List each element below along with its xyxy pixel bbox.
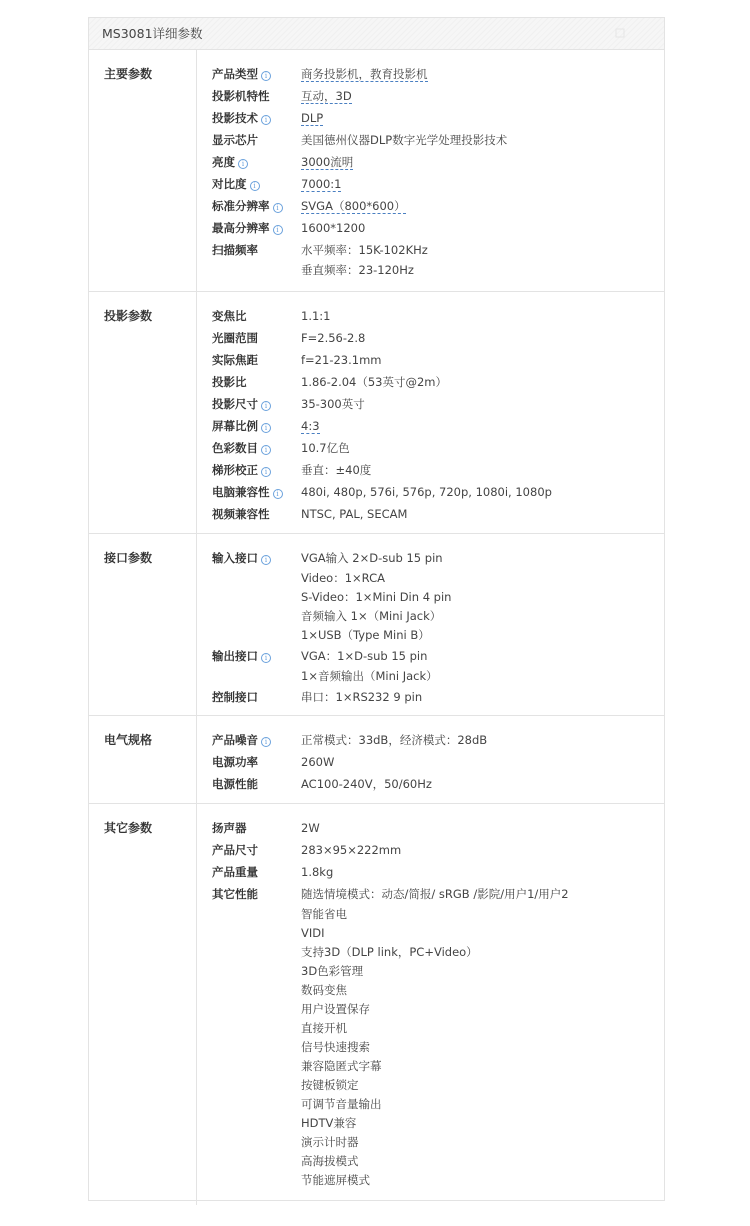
section-title: 主要参数	[89, 50, 197, 291]
spec-key: 亮度 i	[197, 151, 301, 173]
spec-value: 正常模式：33dB，经济模式：28dB	[301, 733, 488, 747]
spec-key: 控制接口	[212, 690, 258, 704]
info-icon[interactable]: i	[273, 203, 283, 213]
spec-key: 光圈范围	[212, 331, 258, 345]
spec-row	[197, 349, 664, 371]
spec-row	[197, 371, 664, 393]
spec-key: 标准分辨率 i	[197, 195, 301, 217]
info-icon[interactable]: i	[261, 653, 271, 663]
info-icon[interactable]: i	[261, 401, 271, 411]
spec-row	[197, 415, 664, 437]
spec-row	[197, 839, 664, 861]
info-icon[interactable]: i	[273, 489, 283, 499]
spec-row	[197, 85, 664, 107]
spec-value: 283×95×222mm	[301, 843, 402, 857]
spec-row	[197, 481, 664, 503]
spec-key: 产品尺寸	[212, 843, 258, 857]
spec-value: 垂直：±40度	[301, 463, 372, 477]
section-interface-params	[89, 534, 664, 716]
spec-row	[197, 151, 664, 173]
spec-value: 480i, 480p, 576i, 576p, 720p, 1080i, 1080p	[301, 485, 552, 499]
spec-key: 显示芯片	[212, 133, 258, 147]
info-icon[interactable]: i	[261, 423, 271, 433]
spec-value[interactable]: 3000流明	[301, 155, 354, 169]
spec-value[interactable]: DLP	[301, 111, 324, 125]
spec-value: 水平频率：15K-102KHz 垂直频率：23-120Hz	[301, 243, 428, 277]
spec-row	[197, 129, 664, 151]
section-title: 投影参数	[89, 292, 197, 533]
spec-row	[197, 459, 664, 481]
spec-row	[197, 393, 664, 415]
spec-value: f=21-23.1mm	[301, 353, 382, 367]
spec-row	[197, 773, 664, 795]
spec-row	[197, 327, 664, 349]
spec-key: 色彩数目 i	[197, 437, 301, 459]
info-icon[interactable]: i	[261, 115, 271, 125]
spec-value: 1.1:1	[301, 309, 331, 323]
section-title: 电气规格	[89, 716, 197, 803]
info-icon[interactable]: i	[238, 159, 248, 169]
spec-value: 35-300英寸	[301, 397, 365, 411]
spec-key: 对比度 i	[197, 173, 301, 195]
spec-key: 扬声器	[212, 821, 247, 835]
spec-key: 输出接口 i	[197, 645, 301, 686]
spec-key: 投影技术 i	[197, 107, 301, 129]
spec-key: 产品类型 i	[197, 63, 301, 85]
spec-key: 产品重量	[212, 865, 258, 879]
spec-key: 变焦比	[212, 309, 247, 323]
info-icon[interactable]: i	[250, 181, 260, 191]
spec-row	[197, 239, 664, 280]
spec-value: 1.86-2.04（53英寸@2m）	[301, 375, 448, 389]
spec-key: 梯形校正 i	[197, 459, 301, 481]
spec-row	[197, 861, 664, 883]
spec-row	[197, 751, 664, 773]
spec-key: 扫描频率	[212, 243, 258, 257]
spec-row	[197, 305, 664, 327]
spec-value: 串口：1×RS232 9 pin	[301, 690, 423, 704]
spec-key: 投影比	[212, 375, 247, 389]
spec-value: 随选情境模式：动态/简报/ sRGB /影院/用户1/用户2 智能省电 VIDI 支持3D（DLP link，PC+Video） 3D色彩管理 数码变焦 用户设置保存 直接开机 信号快速搜索 兼容隐匿式字幕 按键板锁定 可调节音量输出 HDTV兼容 演示计时器 高海拔模式 节能遮屏模式	[301, 887, 569, 1187]
spec-value: 10.7亿色	[301, 441, 350, 455]
spec-value: 260W	[301, 755, 335, 769]
spec-value[interactable]: 互动，3D	[301, 89, 352, 103]
info-icon[interactable]: i	[273, 225, 283, 235]
spec-value[interactable]: 4:3	[301, 419, 320, 433]
spec-key: 屏幕比例 i	[197, 415, 301, 437]
spec-value: VGA输入 2×D-sub 15 pin Video：1×RCA S-Video：1×Mini Din 4 pin 音频输入 1×（Mini Jack） 1×USB（Type Mini B）	[301, 551, 452, 642]
section-projection-params	[89, 292, 664, 534]
spec-row	[197, 645, 664, 686]
section-title: 其它参数	[89, 804, 197, 1205]
spec-value: AC100-240V，50/60Hz	[301, 777, 432, 791]
section-other-params	[89, 804, 664, 1205]
spec-row	[197, 63, 664, 85]
spec-value[interactable]: SVGA（800*600）	[301, 199, 406, 213]
pin-icon	[614, 27, 626, 39]
spec-value: 2W	[301, 821, 320, 835]
spec-value: 1.8kg	[301, 865, 334, 879]
spec-key: 电源功率	[212, 755, 258, 769]
spec-key: 输入接口 i	[197, 547, 301, 645]
spec-row	[197, 217, 664, 239]
spec-title: MS3081详细参数	[102, 26, 203, 41]
spec-row	[197, 547, 664, 645]
info-icon[interactable]: i	[261, 467, 271, 477]
spec-key: 其它性能	[212, 887, 258, 901]
spec-row	[197, 883, 664, 1190]
spec-key: 产品噪音 i	[197, 729, 301, 751]
info-icon[interactable]: i	[261, 737, 271, 747]
info-icon[interactable]: i	[261, 555, 271, 565]
spec-key: 投影尺寸 i	[197, 393, 301, 415]
spec-row	[197, 729, 664, 751]
spec-value[interactable]: 商务投影机，教育投影机	[301, 67, 428, 81]
spec-row	[197, 173, 664, 195]
info-icon[interactable]: i	[261, 71, 271, 81]
spec-value: VGA：1×D-sub 15 pin 1×音频输出（Mini Jack）	[301, 649, 438, 683]
spec-key: 电源性能	[212, 777, 258, 791]
spec-row	[197, 437, 664, 459]
spec-key: 视频兼容性	[212, 507, 270, 521]
spec-value: NTSC, PAL, SECAM	[301, 507, 408, 521]
spec-header	[89, 18, 664, 50]
spec-value: 1600*1200	[301, 221, 366, 235]
section-main-params	[89, 50, 664, 292]
spec-row	[197, 817, 664, 839]
spec-key: 实际焦距	[212, 353, 258, 367]
section-title: 接口参数	[89, 534, 197, 715]
spec-value[interactable]: 7000:1	[301, 177, 342, 191]
spec-key: 电脑兼容性 i	[197, 481, 301, 503]
spec-table	[88, 17, 665, 1201]
spec-row	[197, 503, 664, 525]
spec-row	[197, 195, 664, 217]
spec-value: 美国德州仪器DLP数字光学处理投影技术	[301, 133, 508, 147]
spec-row	[197, 107, 664, 129]
spec-value: F=2.56-2.8	[301, 331, 366, 345]
info-icon[interactable]: i	[261, 445, 271, 455]
spec-key: 投影机特性	[212, 89, 270, 103]
section-electrical-specs	[89, 716, 664, 804]
spec-row	[197, 686, 664, 708]
spec-key: 最高分辨率 i	[197, 217, 301, 239]
